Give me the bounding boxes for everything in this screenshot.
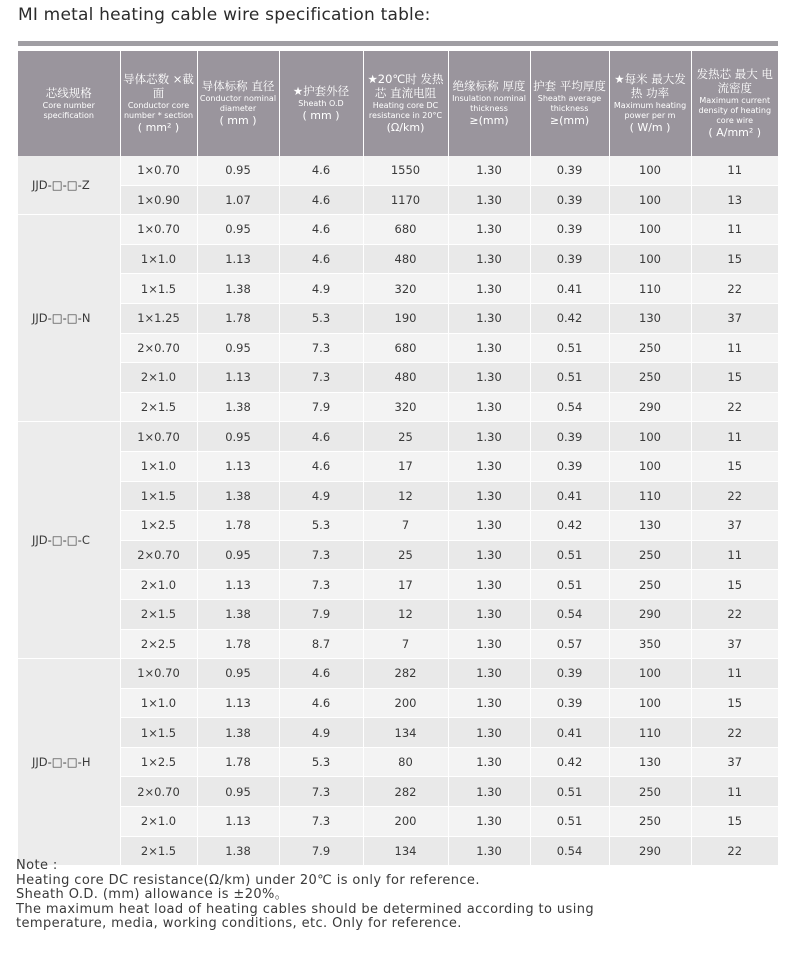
table-cell: 4.9	[279, 481, 363, 511]
column-header-cn: 导体芯数 ×截面	[123, 72, 194, 100]
column-header	[279, 51, 363, 156]
table-cell: 2×1.5	[120, 392, 197, 422]
table-cell: 1.38	[197, 274, 279, 304]
table-cell: 1×1.0	[120, 451, 197, 481]
table-cell: 2×0.70	[120, 540, 197, 570]
table-row	[18, 659, 778, 689]
table-row	[18, 156, 778, 185]
table-cell: 1.30	[448, 185, 530, 215]
table-cell: 2×1.0	[120, 807, 197, 837]
table-cell: 110	[609, 274, 691, 304]
table-cell: 22	[691, 836, 778, 866]
table-cell: 1.30	[448, 422, 530, 452]
table-cell: 2×1.0	[120, 570, 197, 600]
table-cell: 1.38	[197, 718, 279, 748]
table-row	[18, 451, 778, 481]
table-cell: 0.39	[530, 185, 609, 215]
table-cell: 1.78	[197, 747, 279, 777]
table-cell: 1×0.70	[120, 156, 197, 185]
table-cell: 0.39	[530, 422, 609, 452]
table-cell: 0.57	[530, 629, 609, 659]
column-header-cn: ★20℃时 发热芯 直流电阻	[367, 72, 444, 100]
table-cell: 1.30	[448, 540, 530, 570]
spec-table	[18, 51, 778, 866]
table-cell: 13	[691, 185, 778, 215]
table-cell: 100	[609, 451, 691, 481]
table-row	[18, 333, 778, 363]
table-cell: 4.9	[279, 274, 363, 304]
table-cell: 1×0.70	[120, 659, 197, 689]
core-spec-cell: JJD-□-□-N	[18, 215, 120, 422]
table-cell: 7.3	[279, 777, 363, 807]
table-cell: 480	[363, 363, 448, 393]
table-cell: 0.51	[530, 777, 609, 807]
table-cell: 0.95	[197, 333, 279, 363]
table-row	[18, 481, 778, 511]
table-cell: 7.9	[279, 392, 363, 422]
table-cell: 22	[691, 274, 778, 304]
table-cell: 1170	[363, 185, 448, 215]
table-cell: 0.39	[530, 688, 609, 718]
table-cell: 0.51	[530, 570, 609, 600]
table-row	[18, 511, 778, 541]
table-cell: 0.42	[530, 303, 609, 333]
column-header	[197, 51, 279, 156]
table-cell: 1.30	[448, 836, 530, 866]
table-cell: 290	[609, 836, 691, 866]
table-cell: 4.6	[279, 422, 363, 452]
table-cell: 0.39	[530, 451, 609, 481]
table-cell: 130	[609, 511, 691, 541]
table-cell: 1.13	[197, 244, 279, 274]
table-cell: 4.6	[279, 451, 363, 481]
table-cell: 8.7	[279, 629, 363, 659]
table-cell: 15	[691, 363, 778, 393]
column-header-cn: ★护套外径	[292, 84, 350, 98]
column-header	[18, 51, 120, 156]
table-cell: 290	[609, 392, 691, 422]
table-cell: 1.07	[197, 185, 279, 215]
table-cell: 22	[691, 481, 778, 511]
table-cell: 282	[363, 777, 448, 807]
table-cell: 7	[363, 629, 448, 659]
table-cell: 100	[609, 688, 691, 718]
core-spec-cell: JJD-□-□-H	[18, 659, 120, 866]
column-header-unit: (Ω/km)	[386, 121, 425, 134]
table-cell: 0.95	[197, 215, 279, 245]
table-cell: 100	[609, 215, 691, 245]
table-cell: 1.30	[448, 274, 530, 304]
table-row	[18, 718, 778, 748]
column-header	[691, 51, 778, 156]
table-row	[18, 392, 778, 422]
table-cell: 1×1.5	[120, 718, 197, 748]
column-header-en: Sheath average thickness	[537, 94, 602, 113]
table-cell: 1.30	[448, 777, 530, 807]
core-spec-cell: JJD-□-□-Z	[18, 156, 120, 215]
table-cell: 0.95	[197, 540, 279, 570]
table-cell: 5.3	[279, 747, 363, 777]
table-cell: 1.78	[197, 303, 279, 333]
table-cell: 0.54	[530, 392, 609, 422]
table-cell: 1.78	[197, 629, 279, 659]
table-cell: 1×1.0	[120, 244, 197, 274]
table-cell: 7.9	[279, 836, 363, 866]
table-cell: 1.30	[448, 333, 530, 363]
table-cell: 11	[691, 215, 778, 245]
table-cell: 0.95	[197, 659, 279, 689]
table-cell: 282	[363, 659, 448, 689]
table-cell: 37	[691, 629, 778, 659]
table-cell: 11	[691, 333, 778, 363]
table-cell: 130	[609, 303, 691, 333]
table-row	[18, 363, 778, 393]
page-title: MI metal heating cable wire specification table:	[18, 5, 431, 25]
table-cell: 1.30	[448, 570, 530, 600]
table-cell: 1×2.5	[120, 747, 197, 777]
table-cell: 1.30	[448, 747, 530, 777]
column-header-en: Conductor nominal diameter	[199, 94, 277, 113]
table-cell: 1.38	[197, 836, 279, 866]
table-cell: 7.3	[279, 570, 363, 600]
table-cell: 1.38	[197, 599, 279, 629]
table-cell: 0.39	[530, 156, 609, 185]
table-cell: 250	[609, 333, 691, 363]
table-cell: 12	[363, 481, 448, 511]
table-cell: 1.13	[197, 807, 279, 837]
table-cell: 11	[691, 156, 778, 185]
table-cell: 0.39	[530, 215, 609, 245]
table-cell: 1.13	[197, 451, 279, 481]
table-cell: 2×0.70	[120, 333, 197, 363]
table-cell: 0.51	[530, 540, 609, 570]
table-row	[18, 629, 778, 659]
table-cell: 1.30	[448, 215, 530, 245]
table-cell: 4.6	[279, 156, 363, 185]
table-cell: 1.30	[448, 303, 530, 333]
table-cell: 134	[363, 836, 448, 866]
table-cell: 1.30	[448, 451, 530, 481]
table-cell: 1550	[363, 156, 448, 185]
table-cell: 4.6	[279, 215, 363, 245]
table-cell: 7.3	[279, 363, 363, 393]
table-cell: 1.13	[197, 570, 279, 600]
column-header-cn: 发热芯 最大 电流密度	[696, 67, 773, 95]
table-cell: 0.51	[530, 363, 609, 393]
table-cell: 37	[691, 747, 778, 777]
table-cell: 11	[691, 540, 778, 570]
table-cell: 1.38	[197, 392, 279, 422]
table-cell: 250	[609, 807, 691, 837]
table-cell: 1.38	[197, 481, 279, 511]
table-cell: 1×1.5	[120, 274, 197, 304]
table-cell: 680	[363, 215, 448, 245]
table-cell: 1.30	[448, 156, 530, 185]
table-cell: 0.95	[197, 422, 279, 452]
table-cell: 1.78	[197, 511, 279, 541]
note-line: Sheath O.D. (mm) allowance is ±20%。	[16, 887, 289, 902]
table-cell: 37	[691, 511, 778, 541]
table-cell: 100	[609, 659, 691, 689]
table-cell: 0.95	[197, 777, 279, 807]
table-cell: 100	[609, 185, 691, 215]
column-header	[120, 51, 197, 156]
table-cell: 15	[691, 570, 778, 600]
table-cell: 1×0.90	[120, 185, 197, 215]
column-header-en: Heating core DC resistance in 20°C	[368, 101, 443, 120]
table-cell: 250	[609, 777, 691, 807]
table-cell: 7.3	[279, 333, 363, 363]
note-line: Heating core DC resistance(Ω/km) under 20℃ is only for reference.	[16, 872, 480, 888]
table-cell: 7.3	[279, 807, 363, 837]
table-cell: 22	[691, 718, 778, 748]
note-line: temperature, media, working conditions, etc. Only for reference.	[16, 916, 462, 931]
notes-heading: Note :	[16, 858, 58, 873]
table-cell: 250	[609, 570, 691, 600]
column-header-cn: ★每米 最大发热 功率	[614, 72, 686, 100]
table-cell: 4.6	[279, 185, 363, 215]
table-cell: 17	[363, 570, 448, 600]
table-cell: 250	[609, 540, 691, 570]
table-cell: 134	[363, 718, 448, 748]
table-cell: 1.30	[448, 718, 530, 748]
table-cell: 1×0.70	[120, 215, 197, 245]
table-cell: 0.54	[530, 599, 609, 629]
table-row	[18, 599, 778, 629]
table-cell: 80	[363, 747, 448, 777]
table-cell: 17	[363, 451, 448, 481]
table-cell: 0.39	[530, 244, 609, 274]
table-cell: 110	[609, 481, 691, 511]
table-cell: 4.6	[279, 659, 363, 689]
table-cell: 4.6	[279, 688, 363, 718]
table-cell: 1×1.0	[120, 688, 197, 718]
table-cell: 0.41	[530, 718, 609, 748]
table-cell: 0.41	[530, 481, 609, 511]
column-header-en: Sheath O.D	[298, 99, 344, 108]
table-cell: 1.30	[448, 688, 530, 718]
table-cell: 0.39	[530, 659, 609, 689]
table-cell: 1.30	[448, 392, 530, 422]
table-cell: 25	[363, 422, 448, 452]
table-cell: 250	[609, 363, 691, 393]
table-cell: 200	[363, 807, 448, 837]
table-cell: 1.30	[448, 481, 530, 511]
table-cell: 190	[363, 303, 448, 333]
table-row	[18, 540, 778, 570]
table-cell: 0.41	[530, 274, 609, 304]
column-header-en: Maximum heating power per m	[613, 101, 687, 120]
table-cell: 0.42	[530, 511, 609, 541]
table-cell: 11	[691, 777, 778, 807]
column-header	[363, 51, 448, 156]
column-header	[530, 51, 609, 156]
table-cell: 0.42	[530, 747, 609, 777]
table-cell: 15	[691, 807, 778, 837]
column-header-en: Conductor core number * section	[123, 101, 194, 120]
table-cell: 0.95	[197, 156, 279, 185]
column-header-unit: ( W/m )	[629, 121, 671, 134]
table-row	[18, 688, 778, 718]
table-cell: 7	[363, 511, 448, 541]
table-cell: 2×0.70	[120, 777, 197, 807]
title-divider	[18, 41, 778, 46]
table-cell: 130	[609, 747, 691, 777]
table-cell: 12	[363, 599, 448, 629]
table-cell: 22	[691, 392, 778, 422]
table-cell: 37	[691, 303, 778, 333]
table-cell: 110	[609, 718, 691, 748]
column-header-cn: 导体标称 直径	[201, 79, 275, 93]
table-cell: 0.54	[530, 836, 609, 866]
table-cell: 1.30	[448, 629, 530, 659]
table-cell: 0.51	[530, 807, 609, 837]
table-cell: 4.6	[279, 244, 363, 274]
table-cell: 5.3	[279, 511, 363, 541]
table-cell: 1.13	[197, 363, 279, 393]
table-cell: 1.30	[448, 807, 530, 837]
table-cell: 4.9	[279, 718, 363, 748]
table-cell: 1.30	[448, 363, 530, 393]
table-cell: 1×1.5	[120, 481, 197, 511]
column-header	[609, 51, 691, 156]
table-cell: 1.30	[448, 244, 530, 274]
column-header-en: Core number specification	[42, 101, 95, 120]
table-row	[18, 777, 778, 807]
table-cell: 2×2.5	[120, 629, 197, 659]
column-header-cn: 绝缘标称 厚度	[452, 79, 526, 93]
table-cell: 22	[691, 599, 778, 629]
table-cell: 1×0.70	[120, 422, 197, 452]
column-header-en: Insulation nominal thickness	[452, 94, 526, 113]
table-cell: 1.13	[197, 688, 279, 718]
table-cell: 100	[609, 156, 691, 185]
table-cell: 5.3	[279, 303, 363, 333]
note-line: The maximum heat load of heating cables should be determined according to using	[16, 901, 595, 917]
table-cell: 200	[363, 688, 448, 718]
table-cell: 11	[691, 422, 778, 452]
table-cell: 15	[691, 244, 778, 274]
column-header-cn: 护套 平均厚度	[533, 79, 606, 93]
table-cell: 25	[363, 540, 448, 570]
column-header-unit: ( mm² )	[137, 121, 180, 134]
table-cell: 320	[363, 392, 448, 422]
table-cell: 320	[363, 274, 448, 304]
table-row	[18, 274, 778, 304]
table-cell: 7.9	[279, 599, 363, 629]
column-header-unit: ( mm )	[302, 109, 340, 122]
table-cell: 350	[609, 629, 691, 659]
column-header-unit: ( mm )	[219, 114, 257, 127]
table-cell: 0.51	[530, 333, 609, 363]
column-header-unit: ≥(mm)	[469, 114, 509, 127]
table-cell: 680	[363, 333, 448, 363]
table-row	[18, 747, 778, 777]
table-cell: 480	[363, 244, 448, 274]
table-cell: 1.30	[448, 599, 530, 629]
table-cell: 2×1.5	[120, 599, 197, 629]
table-cell: 1×2.5	[120, 511, 197, 541]
table-row	[18, 807, 778, 837]
table-cell: 2×1.5	[120, 836, 197, 866]
table-row	[18, 244, 778, 274]
table-cell: 15	[691, 688, 778, 718]
table-cell: 100	[609, 244, 691, 274]
table-cell: 100	[609, 422, 691, 452]
table-header-row	[18, 51, 778, 156]
table-row	[18, 185, 778, 215]
table-cell: 290	[609, 599, 691, 629]
column-header	[448, 51, 530, 156]
core-spec-cell: JJD-□-□-C	[18, 422, 120, 659]
table-cell: 2×1.0	[120, 363, 197, 393]
notes	[16, 859, 776, 932]
table-cell: 15	[691, 451, 778, 481]
column-header-en: Maximum current density of heating core wire	[698, 96, 772, 125]
column-header-cn: 芯线规格	[45, 86, 92, 100]
table-row	[18, 570, 778, 600]
table-row	[18, 215, 778, 245]
table-row	[18, 422, 778, 452]
table-cell: 11	[691, 659, 778, 689]
column-header-unit: ≥(mm)	[549, 114, 590, 127]
table-cell: 1.30	[448, 511, 530, 541]
table-cell: 1.30	[448, 659, 530, 689]
table-row	[18, 303, 778, 333]
column-header-unit: ( A/mm² )	[708, 126, 762, 139]
table-cell: 1×1.25	[120, 303, 197, 333]
table-cell: 7.3	[279, 540, 363, 570]
